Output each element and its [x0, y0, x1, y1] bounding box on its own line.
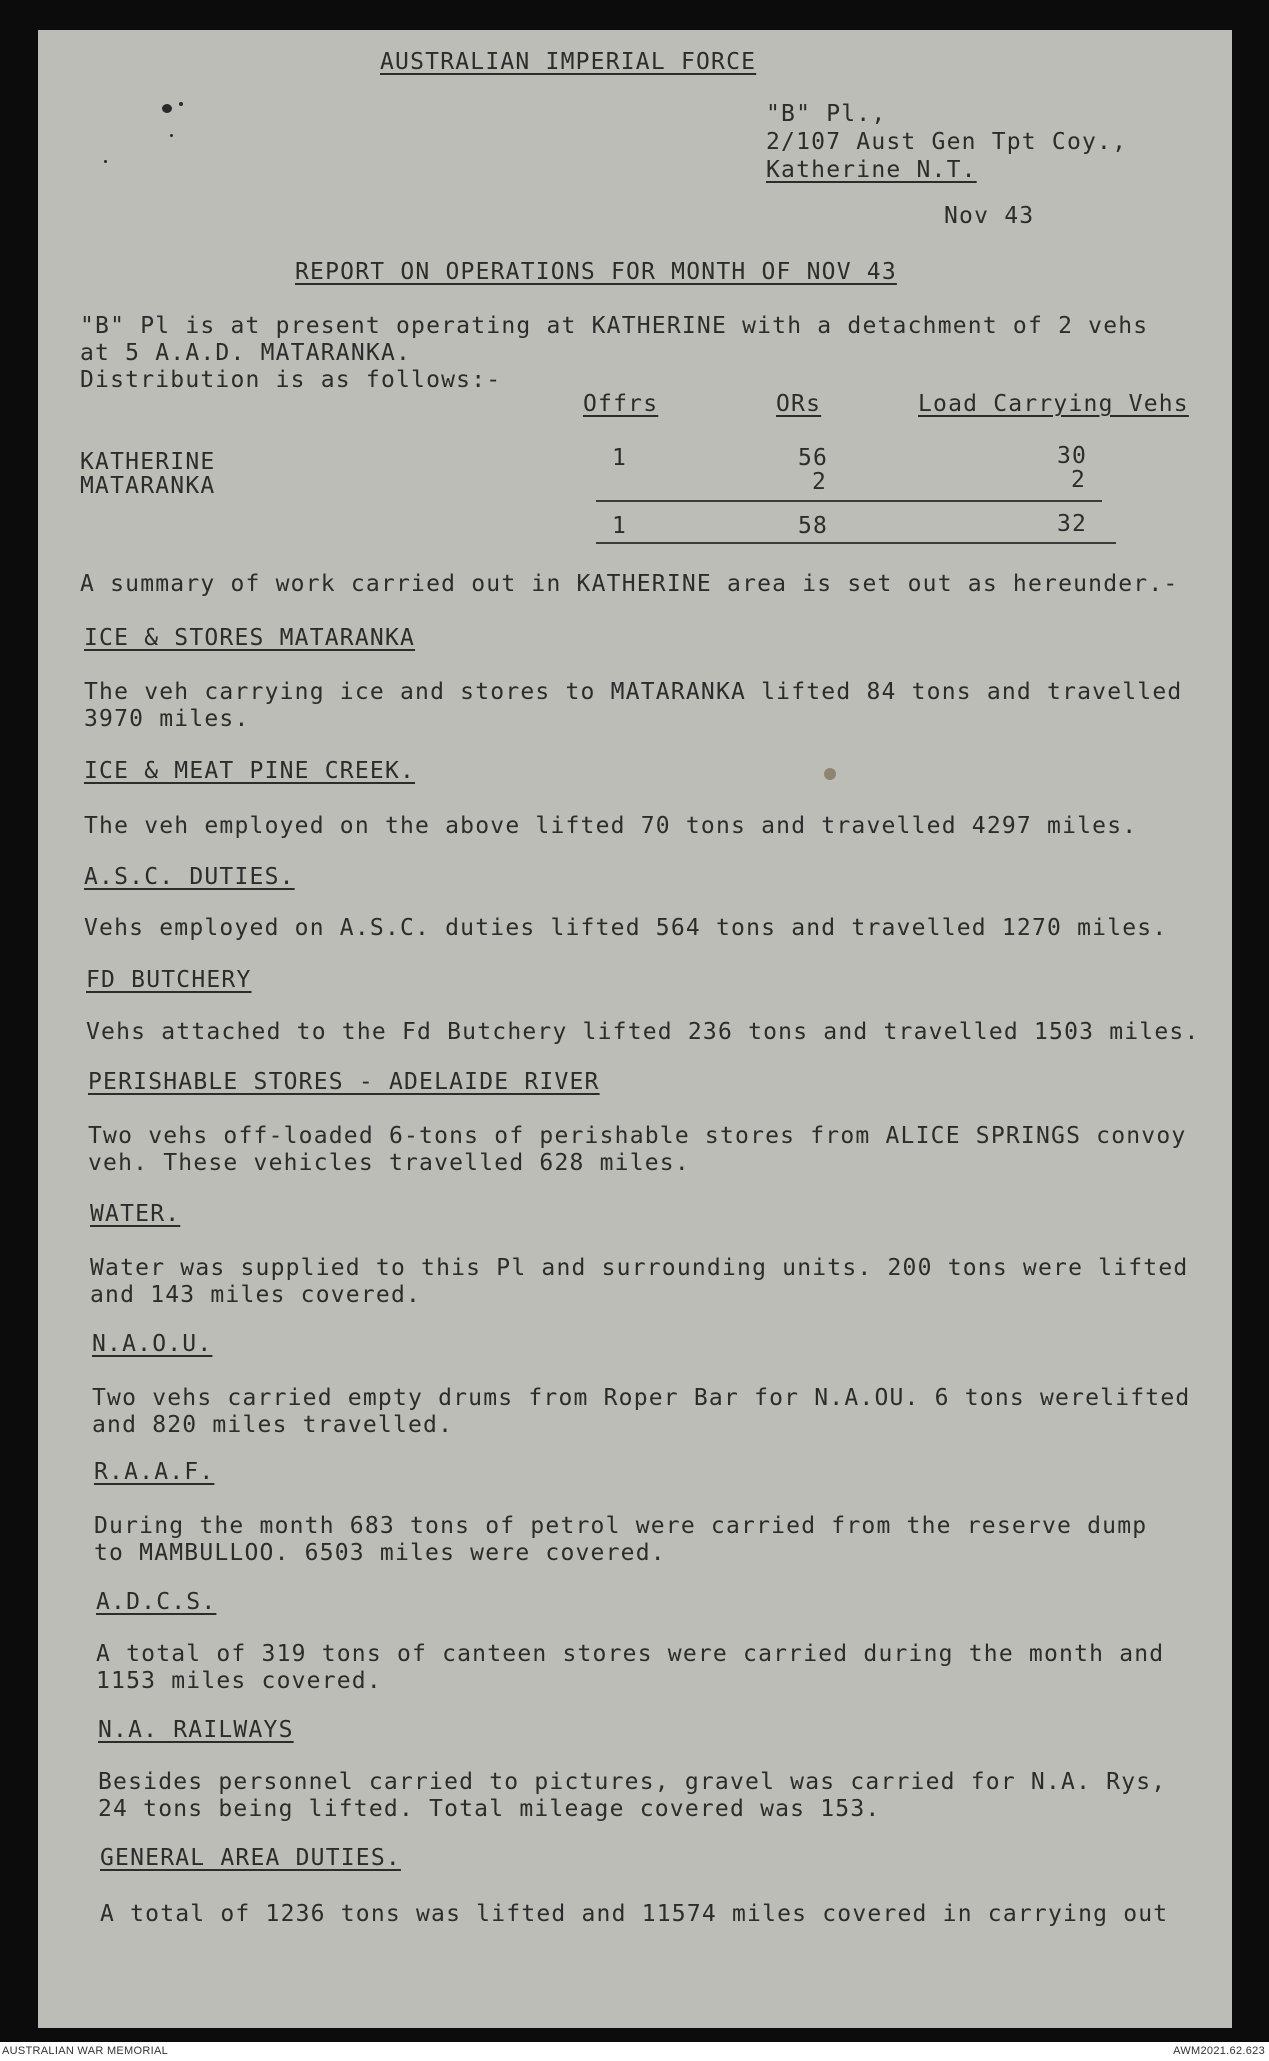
section-text-line: and 143 miles covered. — [90, 1282, 422, 1308]
row-vehs: 2 — [1071, 467, 1087, 493]
table-rule-lower — [596, 542, 1116, 544]
row-place: MATARANKA — [80, 473, 216, 499]
section-text-line: 1153 miles covered. — [96, 1668, 382, 1694]
archive-credit: AUSTRALIAN WAR MEMORIAL — [2, 2045, 169, 2057]
ink-speck — [162, 104, 172, 113]
section-text-line: The veh employed on the above lifted 70 tons and travelled 4297 miles. — [84, 813, 1138, 839]
section-text-line: Two vehs carried empty drums from Roper Bar for N.A.OU. 6 tons werelifted — [92, 1385, 1191, 1411]
row-offrs: 1 — [612, 445, 628, 471]
section-text-line: Water was supplied to this Pl and surrounding units. 200 tons were lifted — [90, 1255, 1189, 1281]
stain-mark — [824, 768, 836, 780]
ink-speck — [104, 160, 107, 163]
section-text-line: A total of 1236 tons was lifted and 11574 miles covered in carrying out — [100, 1901, 1169, 1927]
unit-location: Katherine N.T. — [766, 157, 977, 183]
archive-reference: AWM2021.62.623 — [1173, 2045, 1265, 2057]
summary-intro: A summary of work carried out in KATHERINE area is set out as hereunder.- — [80, 571, 1179, 597]
total-ors: 58 — [798, 513, 829, 539]
section-text-line: and 820 miles travelled. — [92, 1412, 454, 1438]
report-title: REPORT ON OPERATIONS FOR MONTH OF NOV 43 — [295, 259, 897, 285]
section-text-line: Vehs employed on A.S.C. duties lifted 564 tons and travelled 1270 miles. — [84, 915, 1168, 941]
section-text-line: Vehs attached to the Fd Butchery lifted 236 tons and travelled 1503 miles. — [86, 1019, 1200, 1045]
table-rule-upper — [596, 500, 1102, 502]
row-place: KATHERINE — [80, 449, 216, 475]
section-text-line: 3970 miles. — [84, 706, 250, 732]
section-text-line: 24 tons being lifted. Total mileage covered was 153. — [98, 1796, 881, 1822]
unit-line-1: "B" Pl., — [766, 101, 887, 127]
document-page — [38, 30, 1232, 2028]
row-ors: 2 — [812, 469, 828, 495]
section-heading: A.D.C.S. — [96, 1589, 217, 1615]
section-heading: ICE & STORES MATARANKA — [84, 625, 416, 651]
total-offrs: 1 — [612, 513, 628, 539]
intro-line-2: at 5 A.A.D. MATARANKA. — [80, 340, 412, 366]
column-header-ors: ORs — [776, 391, 822, 417]
section-text-line: Besides personnel carried to pictures, gravel was carried for N.A. Rys, — [98, 1769, 1167, 1795]
column-header-offrs: Offrs — [583, 391, 659, 417]
intro-line-1: "B" Pl is at present operating at KATHERINE with a detachment of 2 vehs — [80, 313, 1149, 339]
section-heading: R.A.A.F. — [94, 1459, 215, 1485]
section-heading: FD BUTCHERY — [86, 967, 252, 993]
ink-speck — [170, 134, 173, 137]
organisation-heading: AUSTRALIAN IMPERIAL FORCE — [380, 49, 757, 75]
section-text-line: During the month 683 tons of petrol were carried from the reserve dump — [94, 1513, 1148, 1539]
section-text-line: A total of 319 tons of canteen stores were carried during the month and — [96, 1641, 1165, 1667]
unit-line-2: 2/107 Aust Gen Tpt Coy., — [766, 129, 1128, 155]
section-text-line: The veh carrying ice and stores to MATARANKA lifted 84 tons and travelled — [84, 679, 1183, 705]
section-heading: WATER. — [90, 1201, 181, 1227]
row-vehs: 30 — [1057, 443, 1088, 469]
document-date: Nov 43 — [944, 203, 1035, 229]
section-heading: ICE & MEAT PINE CREEK. — [84, 758, 416, 784]
section-text-line: Two vehs off-loaded 6-tons of perishable stores from ALICE SPRINGS convoy — [88, 1123, 1187, 1149]
ink-speck — [179, 102, 183, 106]
section-heading: N.A.O.U. — [92, 1331, 213, 1357]
section-heading: PERISHABLE STORES - ADELAIDE RIVER — [88, 1069, 600, 1095]
column-header-vehs: Load Carrying Vehs — [918, 391, 1189, 417]
intro-line-3: Distribution is as follows:- — [80, 367, 502, 393]
section-heading: N.A. RAILWAYS — [98, 1717, 294, 1743]
section-text-line: to MAMBULLOO. 6503 miles were covered. — [94, 1540, 666, 1566]
total-vehs: 32 — [1057, 511, 1088, 537]
section-heading: A.S.C. DUTIES. — [84, 864, 295, 890]
section-text-line: veh. These vehicles travelled 628 miles. — [88, 1150, 690, 1176]
row-ors: 56 — [798, 445, 829, 471]
section-heading: GENERAL AREA DUTIES. — [100, 1845, 401, 1871]
